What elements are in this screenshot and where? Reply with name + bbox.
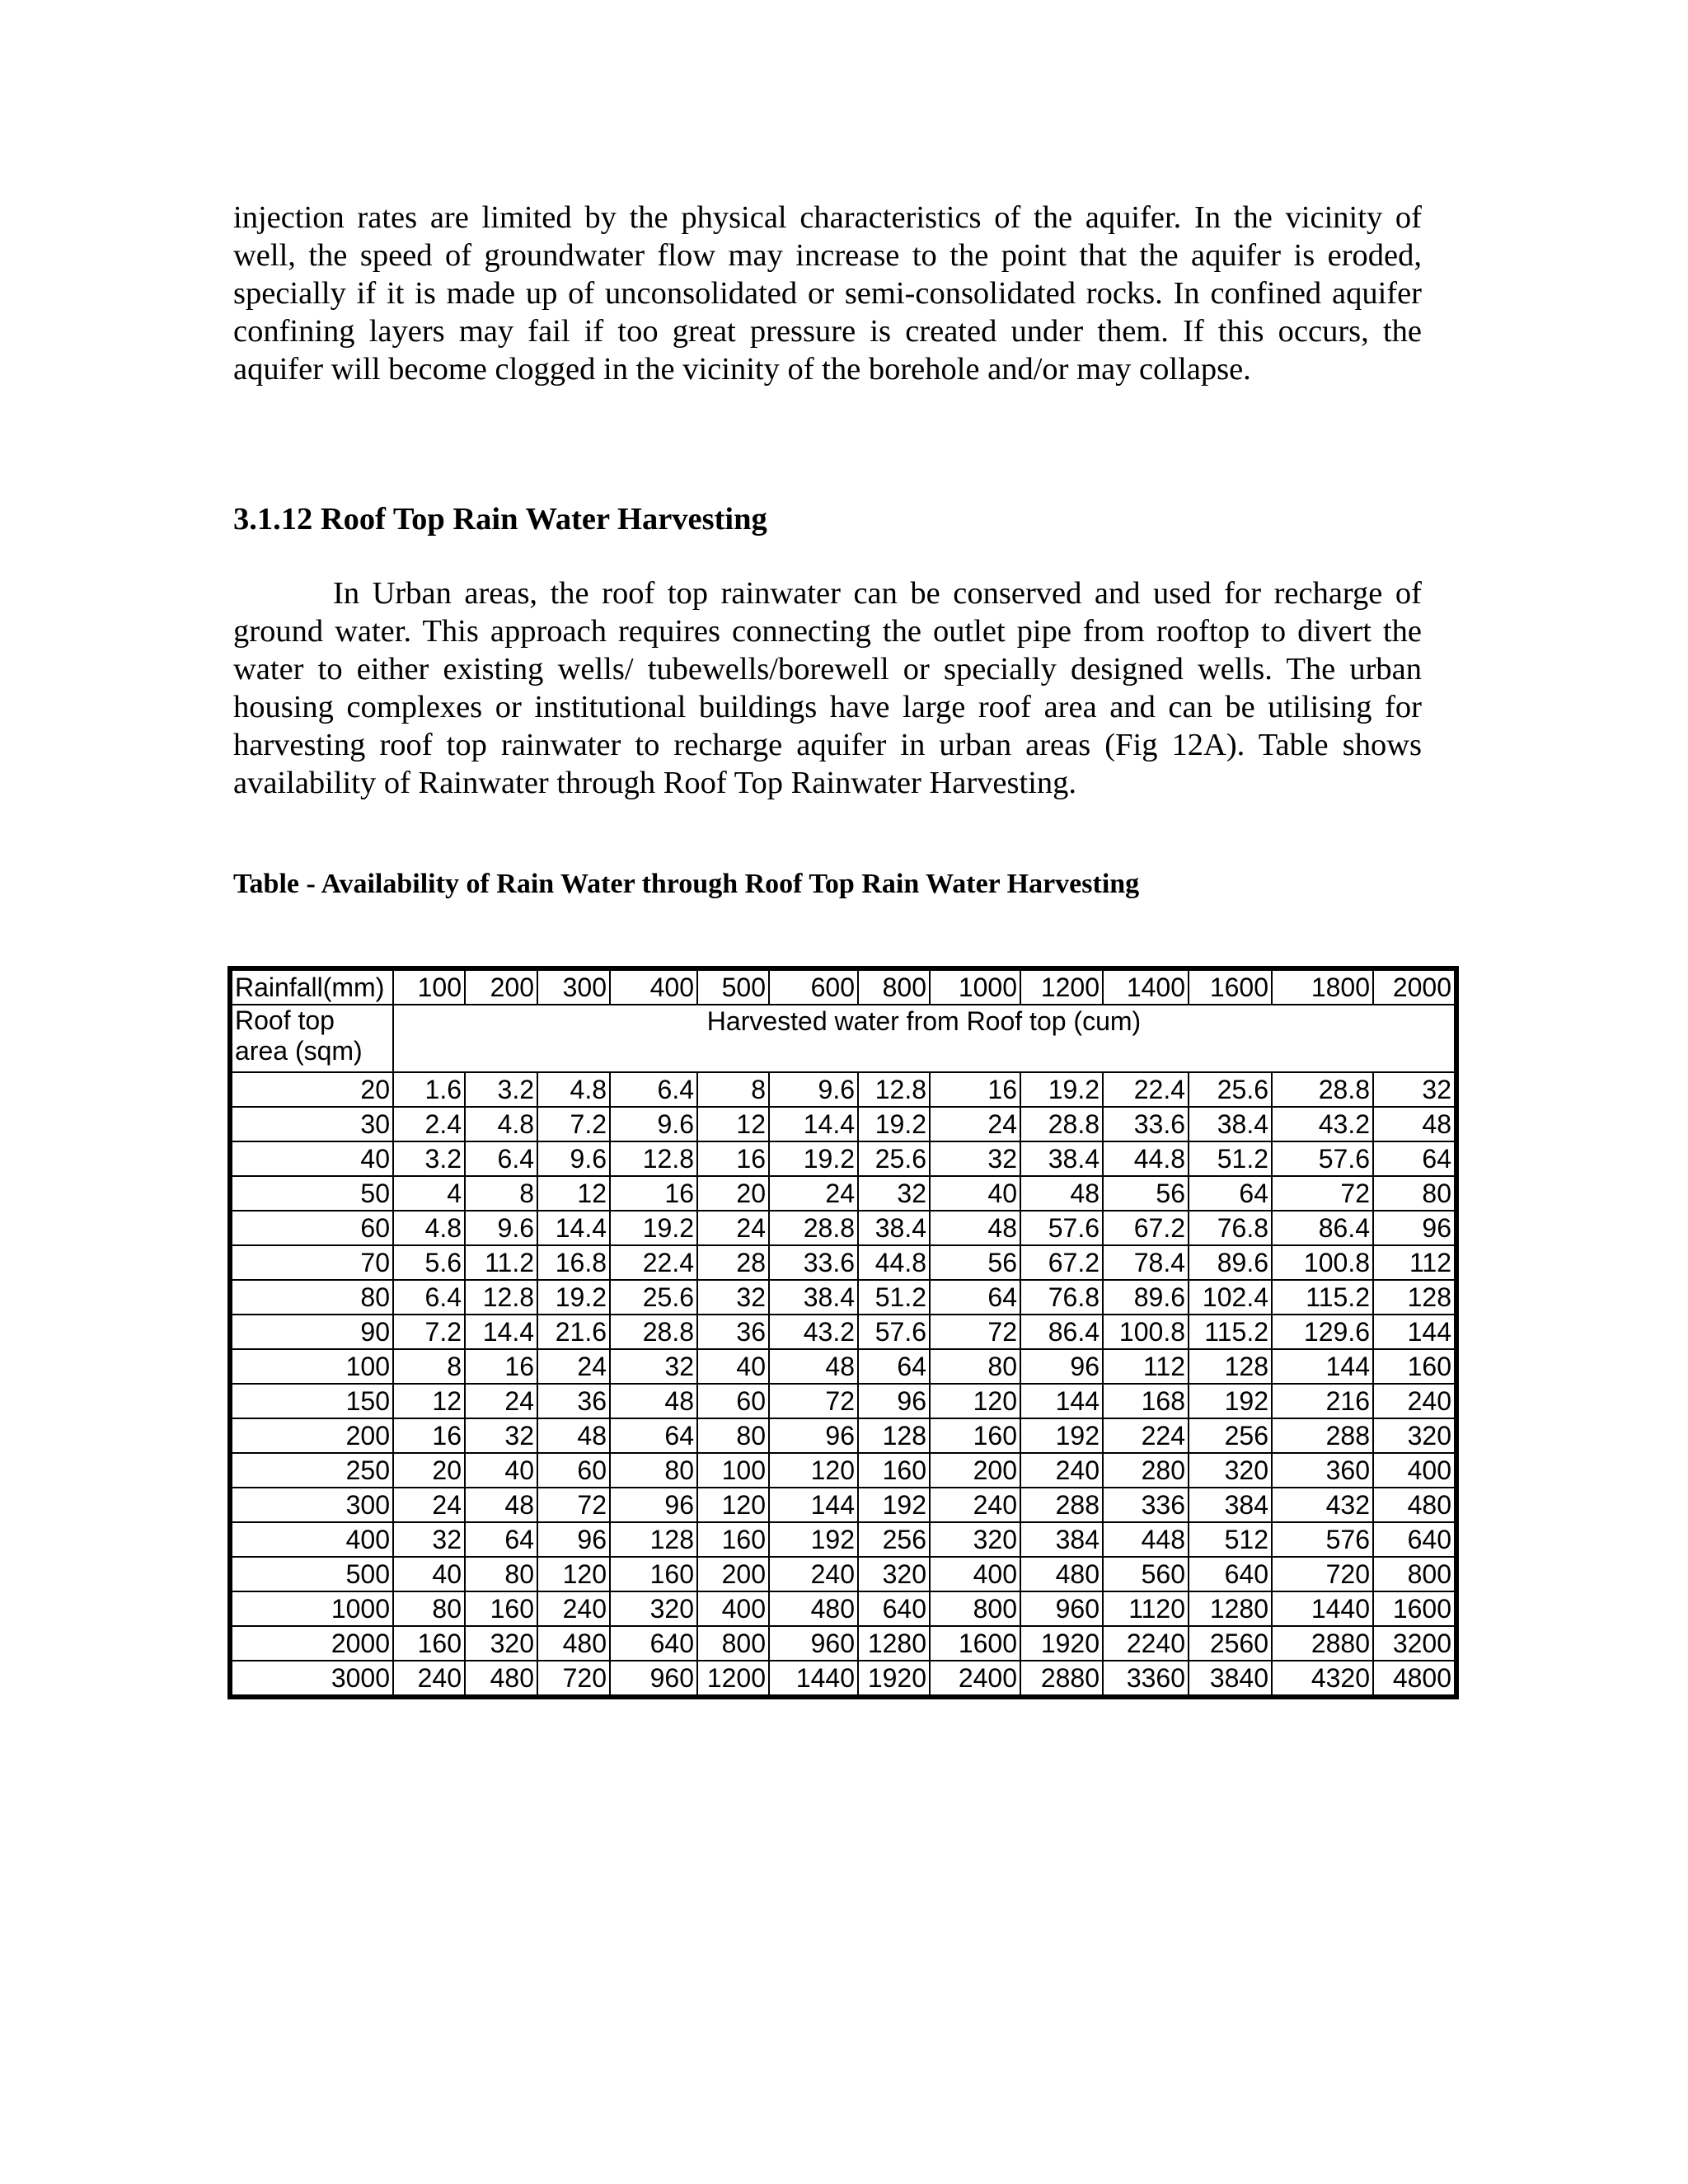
roof-area-value: 500 xyxy=(230,1557,393,1591)
harvested-value: 48 xyxy=(610,1384,697,1418)
harvested-value: 16 xyxy=(697,1141,769,1176)
harvested-value: 1280 xyxy=(1189,1591,1272,1626)
harvested-value: 320 xyxy=(610,1591,697,1626)
harvested-value: 115.2 xyxy=(1189,1315,1272,1349)
rainfall-value: 600 xyxy=(769,968,858,1005)
harvested-value: 89.6 xyxy=(1103,1280,1189,1315)
roof-area-value: 60 xyxy=(230,1211,393,1245)
harvested-value: 22.4 xyxy=(610,1245,697,1280)
harvested-value: 80 xyxy=(610,1453,697,1488)
harvested-value: 28.8 xyxy=(1020,1107,1103,1141)
harvested-value: 14.4 xyxy=(465,1315,537,1349)
harvested-value: 480 xyxy=(1373,1488,1456,1522)
harvested-value: 32 xyxy=(858,1176,930,1211)
harvested-value: 800 xyxy=(930,1591,1020,1626)
harvested-value: 96 xyxy=(537,1522,610,1557)
table-row xyxy=(230,1488,1456,1522)
harvested-value: 1920 xyxy=(858,1661,930,1697)
harvested-value: 384 xyxy=(1189,1488,1272,1522)
rainfall-value: 200 xyxy=(465,968,537,1005)
table-row xyxy=(230,1107,1456,1141)
harvested-value: 1600 xyxy=(1373,1591,1456,1626)
harvested-value: 56 xyxy=(1103,1176,1189,1211)
harvested-value: 16 xyxy=(610,1176,697,1211)
table-row xyxy=(230,1384,1456,1418)
harvested-value: 128 xyxy=(610,1522,697,1557)
harvested-value: 43.2 xyxy=(1272,1107,1373,1141)
harvested-value: 400 xyxy=(1373,1453,1456,1488)
harvested-value: 144 xyxy=(1373,1315,1456,1349)
harvested-value: 2.4 xyxy=(393,1107,465,1141)
harvested-value: 240 xyxy=(393,1661,465,1697)
harvested-value: 40 xyxy=(697,1349,769,1384)
harvested-value: 320 xyxy=(1373,1418,1456,1453)
harvested-value: 96 xyxy=(610,1488,697,1522)
harvested-value: 280 xyxy=(1103,1453,1189,1488)
harvested-value: 3360 xyxy=(1103,1661,1189,1697)
table-row xyxy=(230,1245,1456,1280)
harvested-value: 32 xyxy=(393,1522,465,1557)
table-row xyxy=(230,1522,1456,1557)
harvested-value: 1440 xyxy=(769,1661,858,1697)
harvested-value: 48 xyxy=(1373,1107,1456,1141)
harvested-value: 64 xyxy=(465,1522,537,1557)
harvested-value: 56 xyxy=(930,1245,1020,1280)
harvested-value: 76.8 xyxy=(1020,1280,1103,1315)
harvested-value: 8 xyxy=(393,1349,465,1384)
harvested-value: 240 xyxy=(769,1557,858,1591)
harvested-value: 720 xyxy=(1272,1557,1373,1591)
harvested-value: 12 xyxy=(393,1384,465,1418)
harvested-value: 60 xyxy=(697,1384,769,1418)
harvested-value: 64 xyxy=(930,1280,1020,1315)
harvested-value: 32 xyxy=(1373,1072,1456,1107)
harvested-value: 28.8 xyxy=(1272,1072,1373,1107)
harvested-value: 25.6 xyxy=(610,1280,697,1315)
harvested-value: 48 xyxy=(930,1211,1020,1245)
harvested-value: 67.2 xyxy=(1103,1211,1189,1245)
harvested-value: 11.2 xyxy=(465,1245,537,1280)
harvested-value: 1920 xyxy=(1020,1626,1103,1661)
table-row xyxy=(230,1661,1456,1697)
rainfall-value: 2000 xyxy=(1373,968,1456,1005)
harvested-value: 720 xyxy=(537,1661,610,1697)
harvested-value: 9.6 xyxy=(610,1107,697,1141)
harvested-value: 102.4 xyxy=(1189,1280,1272,1315)
roof-area-value: 150 xyxy=(230,1384,393,1418)
harvested-value: 44.8 xyxy=(858,1245,930,1280)
harvested-value: 80 xyxy=(930,1349,1020,1384)
harvested-value: 72 xyxy=(769,1384,858,1418)
harvested-value: 960 xyxy=(610,1661,697,1697)
harvested-value: 288 xyxy=(1020,1488,1103,1522)
table-row xyxy=(230,1211,1456,1245)
harvested-value: 320 xyxy=(858,1557,930,1591)
harvested-value: 96 xyxy=(769,1418,858,1453)
harvested-value: 4800 xyxy=(1373,1661,1456,1697)
harvested-value: 14.4 xyxy=(769,1107,858,1141)
harvested-value: 6.4 xyxy=(610,1072,697,1107)
harvested-value: 86.4 xyxy=(1272,1211,1373,1245)
roof-area-value: 100 xyxy=(230,1349,393,1384)
harvested-value: 72 xyxy=(930,1315,1020,1349)
harvested-value: 384 xyxy=(1020,1522,1103,1557)
harvested-value: 3.2 xyxy=(393,1141,465,1176)
harvested-value: 36 xyxy=(697,1315,769,1349)
harvested-value: 9.6 xyxy=(537,1141,610,1176)
harvested-value: 144 xyxy=(1272,1349,1373,1384)
harvested-value: 22.4 xyxy=(1103,1072,1189,1107)
harvested-value: 2880 xyxy=(1020,1661,1103,1697)
rainfall-value: 1400 xyxy=(1103,968,1189,1005)
harvested-value: 1280 xyxy=(858,1626,930,1661)
harvested-value: 76.8 xyxy=(1189,1211,1272,1245)
harvested-value: 25.6 xyxy=(1189,1072,1272,1107)
harvested-value: 640 xyxy=(610,1626,697,1661)
harvested-value: 512 xyxy=(1189,1522,1272,1557)
harvested-value: 32 xyxy=(610,1349,697,1384)
harvested-value: 144 xyxy=(769,1488,858,1522)
harvested-value: 64 xyxy=(1189,1176,1272,1211)
rainfall-value: 400 xyxy=(610,968,697,1005)
harvested-value: 8 xyxy=(697,1072,769,1107)
harvested-value: 2400 xyxy=(930,1661,1020,1697)
harvested-value: 72 xyxy=(537,1488,610,1522)
harvested-value: 24 xyxy=(537,1349,610,1384)
harvested-value: 4320 xyxy=(1272,1661,1373,1697)
harvested-value: 640 xyxy=(858,1591,930,1626)
harvested-value: 24 xyxy=(697,1211,769,1245)
harvested-value: 480 xyxy=(769,1591,858,1626)
harvested-value: 240 xyxy=(930,1488,1020,1522)
harvested-value: 19.2 xyxy=(858,1107,930,1141)
harvested-value: 100.8 xyxy=(1103,1315,1189,1349)
table-row xyxy=(230,1591,1456,1626)
harvested-value: 32 xyxy=(697,1280,769,1315)
harvested-value: 128 xyxy=(858,1418,930,1453)
harvested-value: 28.8 xyxy=(769,1211,858,1245)
roof-area-value: 80 xyxy=(230,1280,393,1315)
harvested-value: 8 xyxy=(465,1176,537,1211)
harvested-value: 216 xyxy=(1272,1384,1373,1418)
table-caption: Table - Availability of Rain Water through Roof Top Rain Water Harvesting xyxy=(233,869,1140,899)
harvested-value: 336 xyxy=(1103,1488,1189,1522)
harvested-value: 960 xyxy=(1020,1591,1103,1626)
harvested-value: 4.8 xyxy=(537,1072,610,1107)
harvested-value: 192 xyxy=(1020,1418,1103,1453)
harvested-value: 240 xyxy=(537,1591,610,1626)
harvested-value: 12 xyxy=(537,1176,610,1211)
harvested-value: 96 xyxy=(1373,1211,1456,1245)
harvested-value: 43.2 xyxy=(769,1315,858,1349)
harvested-value: 16 xyxy=(465,1349,537,1384)
harvested-value: 3.2 xyxy=(465,1072,537,1107)
harvested-value: 448 xyxy=(1103,1522,1189,1557)
harvested-value: 1440 xyxy=(1272,1591,1373,1626)
harvested-value: 20 xyxy=(393,1453,465,1488)
roof-area-value: 20 xyxy=(230,1072,393,1107)
harvested-value: 480 xyxy=(537,1626,610,1661)
harvested-value: 19.2 xyxy=(1020,1072,1103,1107)
harvested-value: 2240 xyxy=(1103,1626,1189,1661)
roof-area-value: 2000 xyxy=(230,1626,393,1661)
harvested-value: 86.4 xyxy=(1020,1315,1103,1349)
harvested-value: 144 xyxy=(1020,1384,1103,1418)
harvested-value: 160 xyxy=(1373,1349,1456,1384)
rainfall-value: 1000 xyxy=(930,968,1020,1005)
harvested-value: 64 xyxy=(858,1349,930,1384)
harvested-value: 256 xyxy=(858,1522,930,1557)
harvested-value: 19.2 xyxy=(537,1280,610,1315)
harvested-value: 44.8 xyxy=(1103,1141,1189,1176)
harvested-value: 28.8 xyxy=(610,1315,697,1349)
harvested-value: 480 xyxy=(465,1661,537,1697)
harvested-value: 16 xyxy=(930,1072,1020,1107)
area-header-row xyxy=(230,1005,1456,1072)
harvested-value: 24 xyxy=(465,1384,537,1418)
harvested-value: 120 xyxy=(537,1557,610,1591)
harvested-value: 160 xyxy=(697,1522,769,1557)
harvested-value: 40 xyxy=(393,1557,465,1591)
harvested-value: 7.2 xyxy=(393,1315,465,1349)
harvested-value: 400 xyxy=(697,1591,769,1626)
harvested-value: 640 xyxy=(1189,1557,1272,1591)
harvested-value: 80 xyxy=(697,1418,769,1453)
harvested-value: 24 xyxy=(930,1107,1020,1141)
harvested-value: 128 xyxy=(1189,1349,1272,1384)
harvested-value: 25.6 xyxy=(858,1141,930,1176)
harvested-value: 192 xyxy=(769,1522,858,1557)
harvested-value: 2560 xyxy=(1189,1626,1272,1661)
harvested-value: 100 xyxy=(697,1453,769,1488)
harvested-value: 200 xyxy=(697,1557,769,1591)
harvested-value: 200 xyxy=(930,1453,1020,1488)
section-heading: 3.1.12 Roof Top Rain Water Harvesting xyxy=(233,502,767,537)
harvested-value: 576 xyxy=(1272,1522,1373,1557)
harvested-value: 19.2 xyxy=(769,1141,858,1176)
roof-area-value: 50 xyxy=(230,1176,393,1211)
harvested-value: 57.6 xyxy=(858,1315,930,1349)
table-row xyxy=(230,1453,1456,1488)
harvested-value: 48 xyxy=(769,1349,858,1384)
harvested-value: 160 xyxy=(393,1626,465,1661)
harvested-value: 96 xyxy=(1020,1349,1103,1384)
harvested-value: 100.8 xyxy=(1272,1245,1373,1280)
harvested-value: 480 xyxy=(1020,1557,1103,1591)
harvested-value: 72 xyxy=(1272,1176,1373,1211)
harvested-value: 36 xyxy=(537,1384,610,1418)
harvested-value: 51.2 xyxy=(858,1280,930,1315)
roof-area-value: 300 xyxy=(230,1488,393,1522)
harvested-value: 33.6 xyxy=(1103,1107,1189,1141)
harvested-value: 224 xyxy=(1103,1418,1189,1453)
harvested-value: 16.8 xyxy=(537,1245,610,1280)
roof-area-value: 90 xyxy=(230,1315,393,1349)
harvested-value: 128 xyxy=(1373,1280,1456,1315)
harvested-value: 6.4 xyxy=(465,1141,537,1176)
harvested-value: 24 xyxy=(393,1488,465,1522)
roof-area-value: 70 xyxy=(230,1245,393,1280)
harvested-value: 80 xyxy=(465,1557,537,1591)
harvested-value: 4 xyxy=(393,1176,465,1211)
harvested-value: 57.6 xyxy=(1272,1141,1373,1176)
roof-area-value: 200 xyxy=(230,1418,393,1453)
harvested-value: 9.6 xyxy=(769,1072,858,1107)
harvested-value: 38.4 xyxy=(1020,1141,1103,1176)
harvested-value: 560 xyxy=(1103,1557,1189,1591)
harvested-value: 40 xyxy=(930,1176,1020,1211)
table-row xyxy=(230,1280,1456,1315)
harvested-value: 160 xyxy=(858,1453,930,1488)
rainwater-table xyxy=(227,966,1459,1699)
harvested-value: 12.8 xyxy=(858,1072,930,1107)
harvested-value: 3200 xyxy=(1373,1626,1456,1661)
harvested-value: 24 xyxy=(769,1176,858,1211)
harvested-value: 60 xyxy=(537,1453,610,1488)
rainfall-value: 100 xyxy=(393,968,465,1005)
rainfall-label: Rainfall(mm) xyxy=(230,968,393,1005)
harvested-value: 78.4 xyxy=(1103,1245,1189,1280)
harvested-value: 12.8 xyxy=(610,1141,697,1176)
harvested-value: 129.6 xyxy=(1272,1315,1373,1349)
harvested-value: 4.8 xyxy=(393,1211,465,1245)
harvested-value: 7.2 xyxy=(537,1107,610,1141)
harvested-value: 28 xyxy=(697,1245,769,1280)
harvested-value: 80 xyxy=(393,1591,465,1626)
harvested-water-label: Harvested water from Roof top (cum) xyxy=(393,1005,1456,1072)
harvested-value: 48 xyxy=(465,1488,537,1522)
harvested-value: 160 xyxy=(465,1591,537,1626)
harvested-value: 64 xyxy=(610,1418,697,1453)
harvested-value: 51.2 xyxy=(1189,1141,1272,1176)
rainfall-value: 300 xyxy=(537,968,610,1005)
harvested-value: 115.2 xyxy=(1272,1280,1373,1315)
harvested-value: 120 xyxy=(930,1384,1020,1418)
harvested-value: 48 xyxy=(537,1418,610,1453)
harvested-value: 256 xyxy=(1189,1418,1272,1453)
rainfall-header-row xyxy=(230,968,1456,1005)
rainfall-value: 500 xyxy=(697,968,769,1005)
harvested-value: 120 xyxy=(697,1488,769,1522)
harvested-value: 33.6 xyxy=(769,1245,858,1280)
rainfall-value: 800 xyxy=(858,968,930,1005)
harvested-value: 16 xyxy=(393,1418,465,1453)
harvested-value: 192 xyxy=(858,1488,930,1522)
harvested-value: 20 xyxy=(697,1176,769,1211)
body-paragraph-urban: In Urban areas, the roof top rainwater can be conserved and used for recharge of ground water. This approach requires connecting the outlet pipe from rooftop to divert the water to either existing wells/ tubewells/borewell or specially designed wells. The urban housing complexes or institutional buildings have large roof area and can be utilising for harvesting roof top rainwater to recharge aquifer in urban areas (Fig 12A). Table shows availability of Rainwater through Roof Top Rainwater Harvesting. xyxy=(233,576,1422,800)
harvested-value: 32 xyxy=(930,1141,1020,1176)
harvested-value: 21.6 xyxy=(537,1315,610,1349)
harvested-value: 120 xyxy=(769,1453,858,1488)
roof-area-value: 40 xyxy=(230,1141,393,1176)
roof-area-value: 250 xyxy=(230,1453,393,1488)
table-row xyxy=(230,1418,1456,1453)
harvested-value: 320 xyxy=(465,1626,537,1661)
harvested-value: 112 xyxy=(1103,1349,1189,1384)
harvested-value: 960 xyxy=(769,1626,858,1661)
harvested-value: 192 xyxy=(1189,1384,1272,1418)
harvested-value: 64 xyxy=(1373,1141,1456,1176)
rainfall-value: 1200 xyxy=(1020,968,1103,1005)
harvested-value: 1200 xyxy=(697,1661,769,1697)
harvested-value: 320 xyxy=(930,1522,1020,1557)
harvested-value: 4.8 xyxy=(465,1107,537,1141)
roof-area-value: 1000 xyxy=(230,1591,393,1626)
harvested-value: 800 xyxy=(697,1626,769,1661)
harvested-value: 38.4 xyxy=(1189,1107,1272,1141)
table-row xyxy=(230,1557,1456,1591)
harvested-value: 1600 xyxy=(930,1626,1020,1661)
harvested-value: 168 xyxy=(1103,1384,1189,1418)
table-row xyxy=(230,1315,1456,1349)
rainfall-value: 1600 xyxy=(1189,968,1272,1005)
harvested-value: 1.6 xyxy=(393,1072,465,1107)
harvested-value: 12.8 xyxy=(465,1280,537,1315)
harvested-value: 240 xyxy=(1373,1384,1456,1418)
harvested-value: 5.6 xyxy=(393,1245,465,1280)
table-row xyxy=(230,1141,1456,1176)
rainfall-value: 1800 xyxy=(1272,968,1373,1005)
roof-area-value: 400 xyxy=(230,1522,393,1557)
harvested-value: 38.4 xyxy=(858,1211,930,1245)
harvested-value: 89.6 xyxy=(1189,1245,1272,1280)
harvested-value: 112 xyxy=(1373,1245,1456,1280)
harvested-value: 640 xyxy=(1373,1522,1456,1557)
harvested-value: 240 xyxy=(1020,1453,1103,1488)
table-row xyxy=(230,1349,1456,1384)
harvested-value: 2880 xyxy=(1272,1626,1373,1661)
harvested-value: 80 xyxy=(1373,1176,1456,1211)
roof-area-label: Roof top area (sqm) xyxy=(230,1005,393,1072)
table-row xyxy=(230,1072,1456,1107)
roof-area-value: 30 xyxy=(230,1107,393,1141)
harvested-value: 288 xyxy=(1272,1418,1373,1453)
harvested-value: 40 xyxy=(465,1453,537,1488)
roof-area-value: 3000 xyxy=(230,1661,393,1697)
harvested-value: 9.6 xyxy=(465,1211,537,1245)
harvested-value: 800 xyxy=(1373,1557,1456,1591)
harvested-value: 48 xyxy=(1020,1176,1103,1211)
harvested-value: 6.4 xyxy=(393,1280,465,1315)
harvested-value: 160 xyxy=(610,1557,697,1591)
harvested-value: 1120 xyxy=(1103,1591,1189,1626)
body-paragraph-aquifer: injection rates are limited by the physical characteristics of the aquifer. In the vicinity of well, the speed of groundwater flow may increase to the point that the aquifer is eroded, specially if it is made up of unconsolidated or semi-consolidated rocks. In confined aquifer confining layers may fail if too great pressure is created under them. If this occurs, the aquifer will become clogged in the vicinity of the borehole and/or may collapse. xyxy=(233,200,1422,387)
harvested-value: 32 xyxy=(465,1418,537,1453)
harvested-value: 67.2 xyxy=(1020,1245,1103,1280)
harvested-value: 19.2 xyxy=(610,1211,697,1245)
harvested-value: 12 xyxy=(697,1107,769,1141)
harvested-value: 3840 xyxy=(1189,1661,1272,1697)
harvested-value: 14.4 xyxy=(537,1211,610,1245)
harvested-value: 96 xyxy=(858,1384,930,1418)
table-body xyxy=(230,1072,1456,1697)
table-row xyxy=(230,1176,1456,1211)
harvested-value: 400 xyxy=(930,1557,1020,1591)
harvested-value: 57.6 xyxy=(1020,1211,1103,1245)
harvested-value: 38.4 xyxy=(769,1280,858,1315)
harvested-value: 432 xyxy=(1272,1488,1373,1522)
harvested-value: 360 xyxy=(1272,1453,1373,1488)
harvested-value: 320 xyxy=(1189,1453,1272,1488)
harvested-value: 160 xyxy=(930,1418,1020,1453)
table-row xyxy=(230,1626,1456,1661)
